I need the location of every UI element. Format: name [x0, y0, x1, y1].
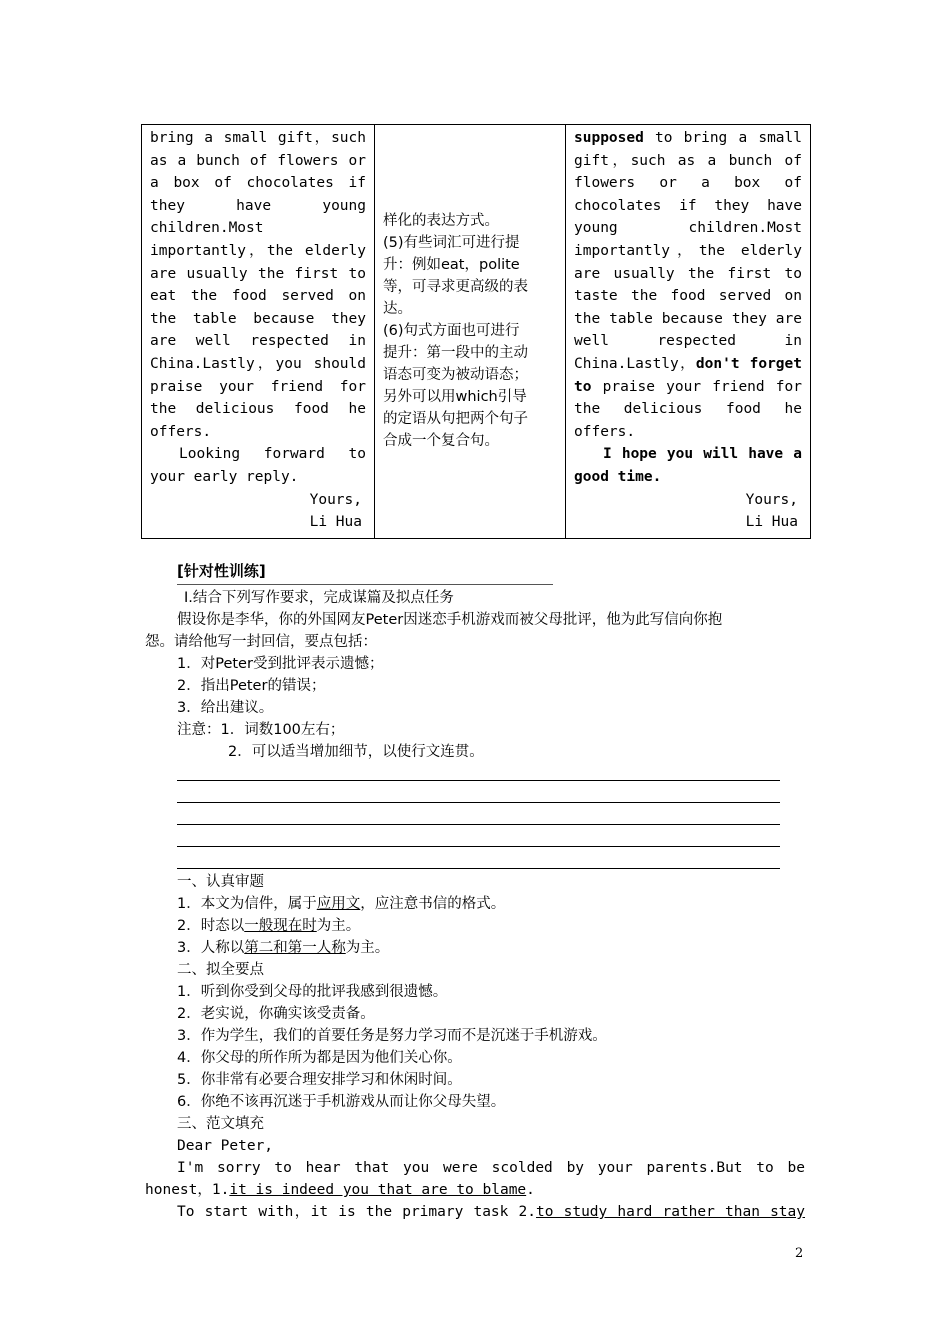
- letter-greeting: Dear Peter,: [177, 1138, 274, 1154]
- draft-yours: Yours,: [309, 491, 362, 508]
- draft-line: importantly，the elderly: [150, 242, 366, 259]
- task-point: 3．给出建议。: [177, 700, 274, 716]
- letter-line: I'm sorry to hear that you were scolded by your parents.But to be: [177, 1160, 805, 1176]
- task-note: 2．可以适当增加细节，以使行文连贯。: [228, 744, 484, 760]
- answer-blank: 一般现在时: [244, 918, 317, 934]
- comment-line: 升：例如eat，polite: [383, 257, 520, 274]
- comment-line: (5)有些词汇可进行提: [383, 235, 520, 252]
- review-text: ，应注意书信的格式。: [360, 896, 506, 912]
- task-point: 2．指出Peter的错误；: [177, 678, 326, 694]
- points-item: 5．你非常有必要合理安排学习和休闲时间。: [177, 1072, 462, 1088]
- letter-line: [177, 1202, 805, 1224]
- review-text: 为主。: [345, 940, 390, 956]
- task-heading: Ⅰ.结合下列写作要求，完成谋篇及拟点任务: [184, 590, 454, 606]
- writing-line[interactable]: [177, 824, 780, 825]
- highlight-sentence: good time.: [574, 468, 662, 485]
- review-item: [177, 916, 360, 938]
- revised-line: gift，such as a bunch of: [574, 152, 802, 169]
- comment-line: 等，可寻求更高级的表: [383, 279, 528, 296]
- highlight-sentence: I hope you will have a: [603, 446, 802, 463]
- draft-line: the delicious food he: [150, 401, 366, 418]
- points-item: 4．你父母的所作所为都是因为他们关心你。: [177, 1050, 462, 1066]
- review-title: 一、认真审题: [177, 874, 264, 890]
- writing-line[interactable]: [177, 802, 780, 803]
- comment-line: 达。: [383, 301, 412, 318]
- draft-signature: Li Hua: [309, 514, 362, 531]
- revised-line: [574, 376, 802, 399]
- comment-cell: [375, 125, 566, 539]
- answer-blank: 第二和第一人称: [244, 940, 346, 956]
- page-number: 2: [795, 1246, 804, 1261]
- draft-line: praise your friend for: [150, 378, 366, 395]
- draft-line: offers.: [150, 423, 212, 440]
- highlight-word: to: [574, 378, 592, 395]
- letter-line: [145, 1180, 535, 1202]
- review-text: 1．本文为信件，属于: [177, 896, 317, 912]
- comparison-table: [141, 124, 811, 539]
- revised-text: to bring a small: [655, 130, 802, 146]
- revised-line: the delicious food he: [574, 401, 802, 418]
- answer-blank: it is indeed you that are to blame: [229, 1182, 527, 1198]
- revised-line: are usually the first to: [574, 265, 802, 282]
- review-item: [177, 938, 389, 960]
- revised-text: China.Lastly，: [574, 355, 696, 372]
- review-text: 为主。: [316, 918, 361, 934]
- letter-text: honest，1.: [145, 1182, 230, 1198]
- revised-signature: Li Hua: [745, 514, 798, 531]
- comment-line: 语态可变为被动语态；: [383, 367, 528, 384]
- task-intro: 假设你是李华，你的外国网友Peter因迷恋手机游戏而被父母批评，他为此写信向你抱: [177, 612, 723, 628]
- draft-line: eat the food served on: [150, 288, 366, 305]
- revised-draft-cell: [566, 125, 811, 539]
- revised-line: importantly，the elderly: [574, 242, 802, 259]
- section-title: [针对性训练]: [177, 560, 553, 585]
- original-draft-cell: [142, 125, 375, 539]
- writing-line[interactable]: [177, 846, 780, 847]
- revised-line: [574, 353, 802, 376]
- fill-title: 三、范文填充: [177, 1116, 264, 1132]
- points-item: 6．你绝不该再沉迷于手机游戏从而让你父母失望。: [177, 1094, 506, 1110]
- revised-line: offers.: [574, 423, 636, 440]
- review-text: 3．人称以: [177, 940, 245, 956]
- revised-line: flowers or a box of: [574, 175, 802, 192]
- draft-line: are usually the first to: [150, 265, 366, 282]
- letter-text: .: [526, 1182, 535, 1198]
- points-item: 1．听到你受到父母的批评我感到很遗憾。: [177, 984, 448, 1000]
- comment-line: 另外可以用which引导: [383, 389, 527, 406]
- answer-blank: to study hard rather than stay: [536, 1204, 805, 1220]
- task-intro: 怨。请给他写一封回信，要点包括：: [145, 634, 377, 650]
- revised-closing: [574, 466, 802, 489]
- writing-line[interactable]: [177, 780, 780, 781]
- revised-line: taste the food served on: [574, 288, 802, 305]
- review-text: 2．时态以: [177, 918, 245, 934]
- draft-line: are well respected in: [150, 333, 366, 350]
- revised-line: chocolates if they have: [574, 197, 802, 214]
- draft-line: the table because they: [150, 310, 366, 327]
- revised-closing: [574, 443, 802, 466]
- revised-text: praise your friend for: [602, 378, 802, 395]
- draft-line: children.Most: [150, 220, 264, 237]
- revised-line: well respected in: [574, 333, 802, 350]
- comment-line: 提升：第一段中的主动: [383, 345, 528, 362]
- draft-line: a box of chocolates if: [150, 175, 366, 192]
- task-point: 1．对Peter受到批评表示遗憾；: [177, 656, 384, 672]
- letter-text: To start with，it is the primary task 2.: [177, 1204, 536, 1220]
- comment-line: 合成一个复合句。: [383, 433, 499, 450]
- comment-line: (6)句式方面也可进行: [383, 323, 520, 340]
- highlight-word: supposed: [574, 130, 644, 146]
- draft-closing: your early reply.: [150, 468, 299, 485]
- revised-line: young children.Most: [574, 220, 802, 237]
- points-title: 二、拟全要点: [177, 962, 264, 978]
- comment-line: 样化的表达方式。: [383, 213, 499, 230]
- draft-line: as a bunch of flowers or: [150, 152, 366, 169]
- highlight-word: don't forget: [695, 355, 802, 372]
- draft-closing: Looking forward to: [179, 446, 366, 463]
- draft-line: they have young: [150, 197, 366, 214]
- points-item: 2．老实说，你确实该受责备。: [177, 1006, 375, 1022]
- draft-line: China.Lastly，you should: [150, 355, 366, 372]
- writing-line[interactable]: [177, 868, 780, 869]
- revised-line: the table because they are: [574, 310, 802, 327]
- task-note: 注意：1．词数100左右；: [177, 722, 345, 738]
- comment-line: 的定语从句把两个句子: [383, 411, 528, 428]
- draft-line: bring a small gift，such: [150, 130, 366, 146]
- review-item: [177, 894, 505, 916]
- revised-line: [574, 127, 802, 150]
- points-item: 3．作为学生，我们的首要任务是努力学习而不是沉迷于手机游戏。: [177, 1028, 607, 1044]
- answer-blank: 应用文: [316, 896, 361, 912]
- revised-yours: Yours,: [745, 491, 798, 508]
